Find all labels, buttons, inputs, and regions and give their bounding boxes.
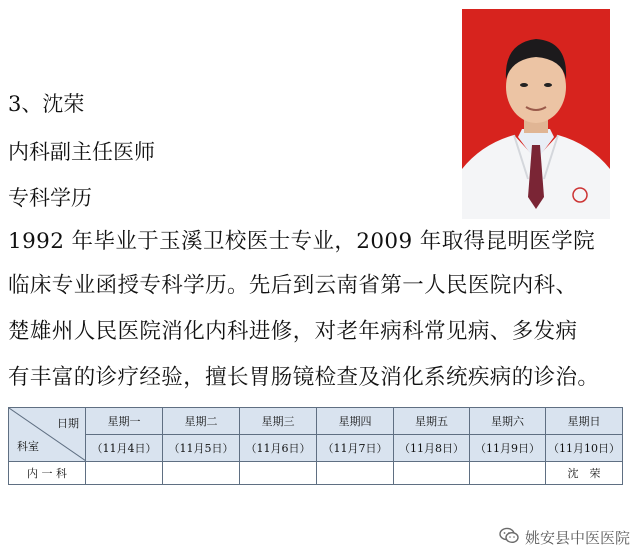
bio-line-2: 临床专业函授专科学历。先后到云南省第一人民医院内科、 (8, 273, 578, 298)
doctor-name: 3、沈荣 (8, 92, 85, 116)
schedule-cell (163, 462, 240, 485)
doctor-education: 专科学历 (8, 186, 92, 210)
weekday-header: 星期六 (470, 408, 546, 435)
weekday-header: 星期四 (317, 408, 394, 435)
date-header: （11月9日） (470, 435, 546, 462)
duty-schedule-table (8, 407, 623, 485)
schedule-cell: 沈 荣 (546, 462, 623, 485)
dept-cell: 内 一 科 (9, 462, 86, 485)
date-header: （11月4日） (86, 435, 163, 462)
wechat-icon (499, 527, 519, 548)
schedule-date-row (9, 435, 623, 462)
watermark-text: 姚安县中医医院 (524, 529, 630, 547)
bio-line-3: 楚雄州人民医院消化内科进修，对老年病科常见病、多发病 (8, 319, 578, 344)
weekday-header: 星期五 (394, 408, 470, 435)
schedule-cell (240, 462, 317, 485)
schedule-corner-cell (9, 408, 86, 462)
doctor-portrait (462, 9, 610, 219)
doctor-portrait-drawing (462, 9, 610, 219)
account-watermark (499, 527, 630, 548)
weekday-header: 星期二 (163, 408, 240, 435)
schedule-cell (470, 462, 546, 485)
bio-line-1: 1992 年毕业于玉溪卫校医士专业，2009 年取得昆明医学院 (8, 229, 596, 254)
schedule-cell (394, 462, 470, 485)
date-header: （11月5日） (163, 435, 240, 462)
date-header: （11月10日） (546, 435, 623, 462)
weekday-header: 星期一 (86, 408, 163, 435)
table-row (9, 462, 623, 485)
corner-date-label: 日期 (57, 417, 79, 430)
date-header: （11月7日） (317, 435, 394, 462)
bio-line-4: 有丰富的诊疗经验，擅长胃肠镜检查及消化系统疾病的诊治。 (8, 365, 600, 390)
schedule-cell (86, 462, 163, 485)
date-header: （11月8日） (394, 435, 470, 462)
schedule-cell (317, 462, 394, 485)
weekday-header: 星期日 (546, 408, 623, 435)
wechat-icon-shape (499, 527, 519, 544)
schedule-header-row (9, 408, 623, 435)
weekday-header: 星期三 (240, 408, 317, 435)
corner-dept-label: 科室 (17, 440, 39, 453)
doctor-title: 内科副主任医师 (8, 140, 155, 164)
date-header: （11月6日） (240, 435, 317, 462)
